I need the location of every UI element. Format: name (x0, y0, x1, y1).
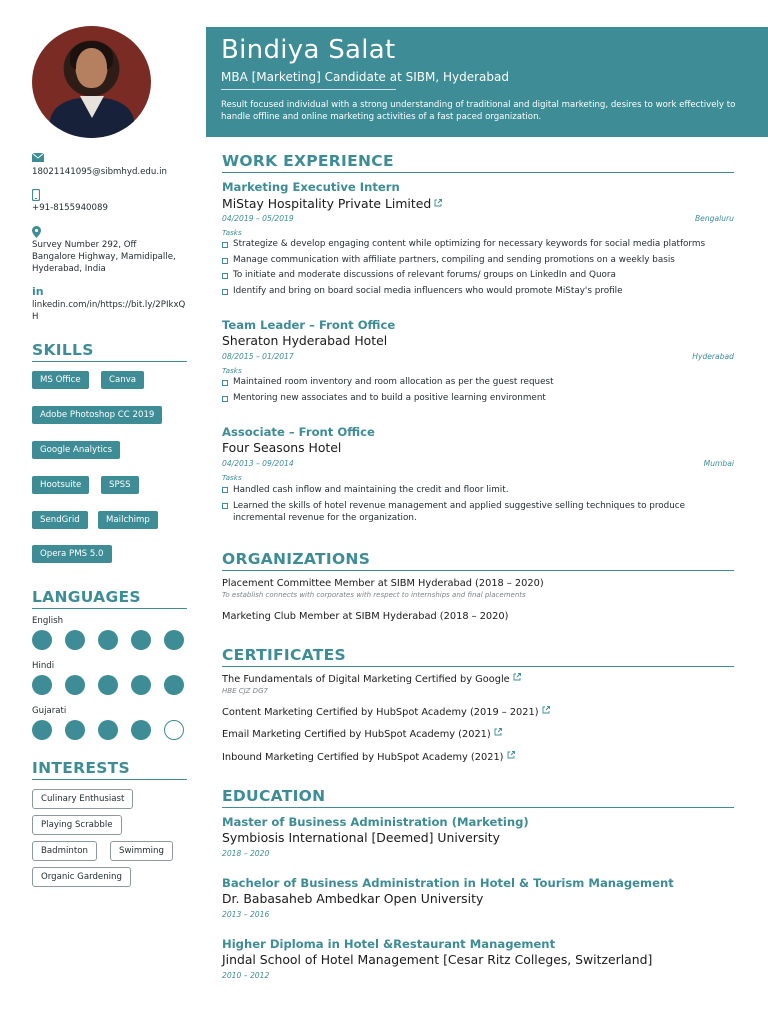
location-pin-icon (32, 226, 182, 238)
job-location: Bengaluru (694, 214, 734, 223)
task-item: Manage communication with affiliate partners, compiling and sending promotions on a weekly basis (222, 253, 737, 269)
rating-dot (164, 675, 184, 695)
interests-heading: INTERESTS (32, 758, 187, 780)
contact-phone[interactable] (32, 189, 192, 214)
task-item: Strategize & develop engaging content while optimizing for necessary keywords for social media platforms (222, 237, 737, 253)
phone-icon (32, 189, 192, 201)
organization-item: Marketing Club Member at SIBM Hyderabad (2018 – 2020) (222, 611, 509, 622)
linkedin-icon: in (32, 285, 44, 298)
tasks-label: Tasks (222, 228, 242, 237)
rating-dot (131, 630, 151, 650)
certificate-item[interactable]: Content Marketing Certified by HubSpot Academy (2019 – 2021) (222, 706, 550, 718)
address-text: Survey Number 292, Off Bangalore Highway, Mamidipalle, Hyderabad, India (32, 240, 176, 274)
rating-dot (98, 675, 118, 695)
rating-dot (164, 630, 184, 650)
external-link-icon[interactable] (434, 195, 442, 210)
skill-tag: Hootsuite (32, 476, 89, 494)
task-item: Handled cash inflow and maintaining the credit and floor limit. (222, 484, 737, 496)
email-text: 18021141095@sibmhyd.edu.in (32, 167, 167, 177)
job-location: Mumbai (703, 459, 734, 468)
rating-dot (32, 675, 52, 695)
job-tasks (222, 375, 737, 406)
school-name: Symbiosis International [Deemed] University (222, 830, 500, 845)
interest-tag: Organic Gardening (32, 867, 131, 887)
linkedin-text: linkedin.com/in/https://bit.ly/2PIkxQH (32, 300, 186, 322)
interest-tag: Culinary Enthusiast (32, 789, 133, 809)
skill-tag: Mailchimp (98, 511, 158, 529)
rating-dot (32, 720, 52, 740)
external-link-icon[interactable] (542, 706, 550, 717)
task-item: To initiate and moderate discussions of relevant forums/ groups on LinkedIn and Quora (222, 268, 737, 284)
job-org[interactable]: MiStay Hospitality Private Limited (222, 195, 442, 211)
skill-tag: SendGrid (32, 511, 88, 529)
school-name: Jindal School of Hotel Management [Cesar Ritz Colleges, Switzerland] (222, 952, 653, 967)
contact-email[interactable] (32, 153, 192, 178)
job-tasks (222, 237, 737, 299)
skills-heading: SKILLS (32, 340, 187, 362)
task-item: Maintained room inventory and room allocation as per the guest request (222, 375, 737, 391)
certificates-heading: CERTIFICATES (222, 645, 734, 667)
job-title: Associate – Front Office (222, 425, 375, 439)
tasks-label: Tasks (222, 473, 242, 482)
skill-tag: Google Analytics (32, 441, 120, 459)
profile-photo (32, 26, 151, 138)
language-name: English (32, 616, 64, 626)
rating-dot (98, 720, 118, 740)
languages-heading: LANGUAGES (32, 587, 187, 609)
job-dates: 04/2019 – 05/2019 (222, 214, 294, 223)
external-link-icon[interactable] (513, 673, 521, 684)
rating-dot (131, 720, 151, 740)
task-item: Mentoring new associates and to build a positive learning environment (222, 391, 737, 407)
rating-dot (164, 720, 184, 740)
candidate-name: Bindiya Salat (221, 35, 396, 65)
skill-tag: MS Office (32, 371, 89, 389)
rating-dot (65, 720, 85, 740)
job-org: Four Seasons Hotel (222, 440, 342, 455)
contact-address (32, 226, 182, 275)
skill-tag: Adobe Photoshop CC 2019 (32, 406, 162, 424)
rating-dot (32, 630, 52, 650)
degree-title: Bachelor of Business Administration in Hotel & Tourism Management (222, 876, 674, 890)
school-name: Dr. Babasaheb Ambedkar Open University (222, 891, 484, 906)
degree-title: Master of Business Administration (Marketing) (222, 815, 529, 829)
education-dates: 2018 – 2020 (222, 849, 270, 858)
job-dates: 04/2013 – 09/2014 (222, 459, 294, 468)
organizations-heading: ORGANIZATIONS (222, 549, 734, 571)
language-name: Hindi (32, 661, 55, 671)
external-link-icon[interactable] (507, 751, 515, 762)
education-dates: 2010 – 2012 (222, 971, 270, 980)
language-name: Gujarati (32, 706, 67, 716)
envelope-icon (32, 153, 192, 165)
interest-tag: Badminton (32, 841, 97, 861)
role-underline (221, 89, 396, 90)
organization-item: Placement Committee Member at SIBM Hyderabad (2018 – 2020) (222, 578, 544, 589)
certificate-item[interactable]: Email Marketing Certified by HubSpot Academy (2021) (222, 728, 502, 740)
interest-tag: Swimming (110, 841, 173, 861)
job-location: Hyderabad (692, 352, 734, 361)
job-title: Marketing Executive Intern (222, 180, 400, 194)
education-heading: EDUCATION (222, 786, 734, 808)
phone-text: +91-8155940089 (32, 203, 108, 213)
rating-dot (65, 630, 85, 650)
header-band (206, 27, 768, 137)
contact-linkedin[interactable] (32, 286, 187, 323)
rating-dot (98, 630, 118, 650)
candidate-role: MBA [Marketing] Candidate at SIBM, Hyderabad (221, 70, 509, 84)
rating-dot (131, 675, 151, 695)
job-org: Sheraton Hyderabad Hotel (222, 333, 388, 348)
education-dates: 2013 – 2016 (222, 910, 270, 919)
task-item: Identify and bring on board social media influencers who would promote MiStay's profile (222, 284, 737, 300)
skill-tag: Opera PMS 5.0 (32, 545, 112, 563)
certificate-item[interactable]: The Fundamentals of Digital Marketing Certified by Google (222, 673, 521, 685)
job-title: Team Leader – Front Office (222, 318, 396, 332)
summary-text: Result focused individual with a strong understanding of traditional and digital marketing, desires to work effectively to handle offline and online marketing activities of a fast paced organization. (221, 100, 736, 122)
work-heading: WORK EXPERIENCE (222, 151, 734, 173)
task-item: Learned the skills of hotel revenue management and applied suggestive selling techniques to produce incremental revenue for the organization. (222, 500, 737, 524)
tasks-label: Tasks (222, 366, 242, 375)
degree-title: Higher Diploma in Hotel &Restaurant Management (222, 937, 556, 951)
external-link-icon[interactable] (494, 728, 502, 739)
certificate-item[interactable]: Inbound Marketing Certified by HubSpot Academy (2021) (222, 751, 515, 763)
certificate-code: HBE CJZ DG7 (222, 687, 268, 695)
interest-tag: Playing Scrabble (32, 815, 122, 835)
sidebar (0, 0, 206, 1024)
skill-tag: Canva (101, 371, 144, 389)
job-tasks (222, 484, 737, 527)
rating-dot (65, 675, 85, 695)
organization-desc: To establish connects with corporates with respect to internships and final placements (222, 591, 526, 599)
job-dates: 08/2015 – 01/2017 (222, 352, 294, 361)
skill-tag: SPSS (101, 476, 139, 494)
